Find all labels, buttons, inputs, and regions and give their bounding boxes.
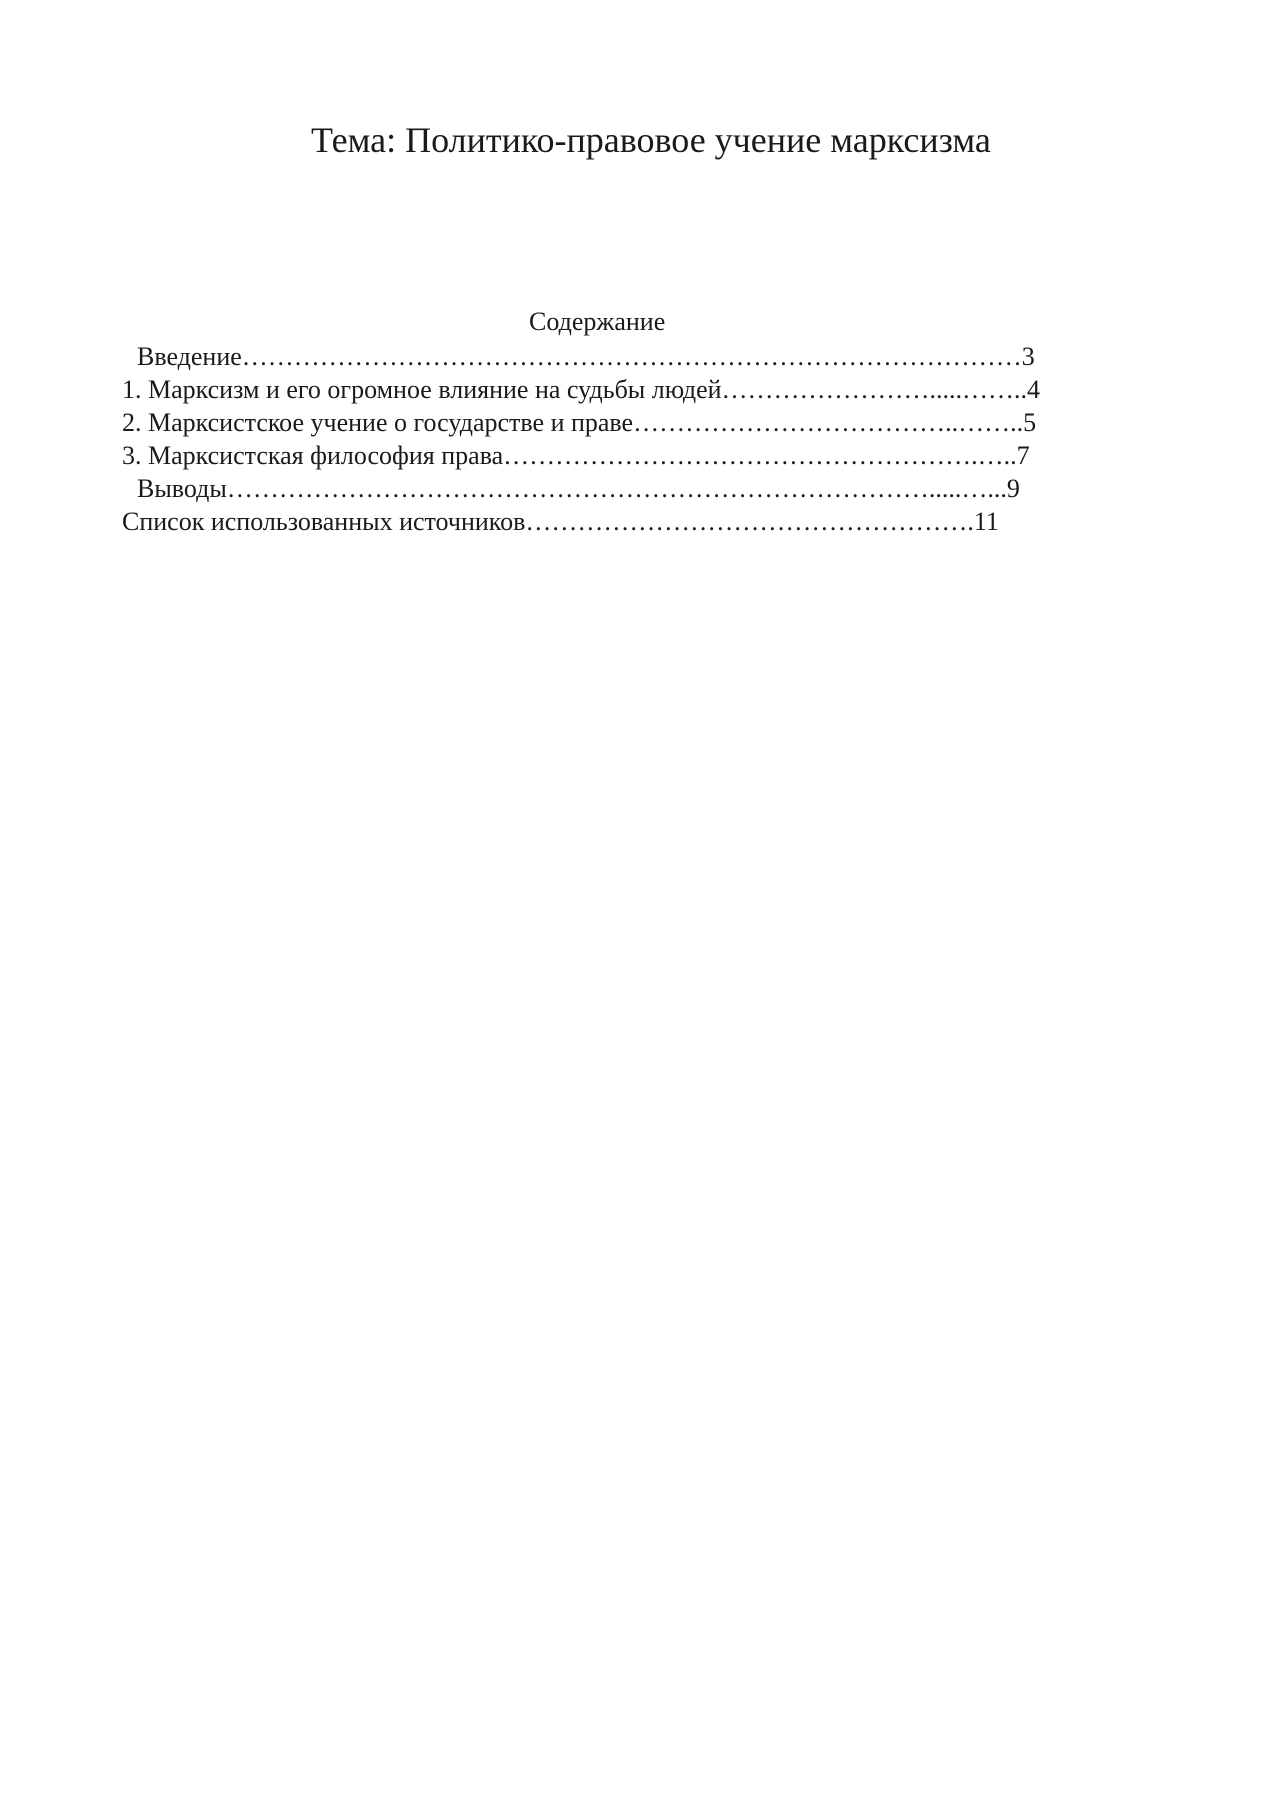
toc-entry-text: Введение………………………………………………………………………………3 [137,342,1035,371]
toc-entry-text: 2. Марксистское учение о государстве и праве………………………………..……..5 [122,408,1037,437]
toc-entry [122,340,1182,373]
toc-entry-text: 1. Марксизм и его огромное влияние на судьбы людей…………………….....……..4 [122,375,1041,404]
toc-entry-text: Выводы……………………………………………………………………….....…...9 [137,474,1020,503]
toc-entry [122,472,1182,505]
toc-entry [122,439,1182,472]
toc-entry [122,505,1182,538]
table-of-contents [122,340,1182,538]
toc-entry [122,373,1182,406]
document-title: Тема: Политико-правовое учение марксизма [311,120,991,160]
toc-heading: Содержание [529,307,666,336]
toc-entry-text: Список использованных источников…………………………………………….11 [122,507,999,536]
toc-entry [122,406,1182,439]
toc-entry-text: 3. Марксистская философия права……………………………………………….…..7 [122,441,1030,470]
